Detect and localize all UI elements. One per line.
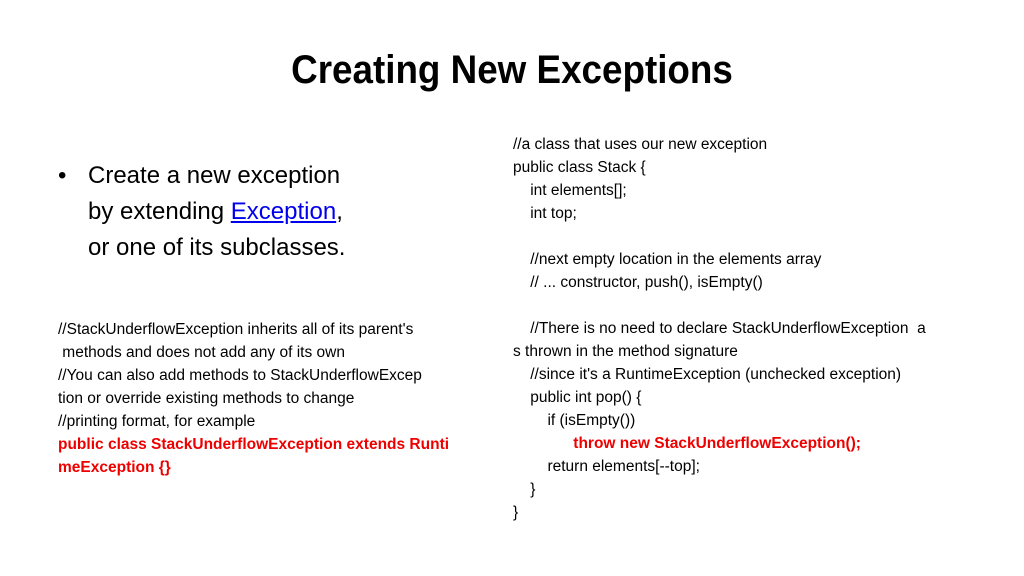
right-code-line: public class Stack {: [513, 159, 646, 176]
bullet-symbol: •: [58, 162, 67, 189]
right-code-line: //a class that uses our new exception: [513, 136, 768, 153]
right-code-line-highlight: throw new StackUnderflowException();: [513, 435, 861, 452]
bullet-line-2-suffix: ,: [336, 198, 343, 225]
left-code-line: methods and does not add any of its own: [58, 344, 345, 361]
bullet-line-3: or one of its subclasses.: [88, 234, 346, 261]
right-code-block: [513, 133, 993, 524]
bullet-line-2-prefix: by extending: [88, 198, 231, 225]
right-code-line: int top;: [513, 205, 577, 222]
right-code-line: }: [513, 504, 519, 521]
left-code-line-highlight: public class StackUnderflowException extends Runti: [58, 436, 450, 453]
right-code-line: }: [513, 481, 536, 498]
exception-link[interactable]: Exception: [230, 198, 337, 225]
left-code-line: //StackUnderflowException inherits all of its parent's: [58, 321, 414, 338]
left-code-line: //You can also add methods to StackUnderflowExcep: [58, 367, 422, 384]
left-code-line: //printing format, for example: [58, 413, 256, 430]
right-code-line: //since it's a RuntimeException (unchecked exception): [513, 366, 902, 383]
slide-title: Creating New Exceptions: [291, 48, 733, 92]
bullet-line-2: [88, 194, 345, 230]
left-code-line-highlight: meException {}: [58, 459, 171, 476]
left-code-block: [58, 318, 478, 479]
right-code-line: [513, 225, 993, 248]
right-code-line: return elements[--top];: [513, 458, 700, 475]
right-code-line: [513, 294, 993, 317]
right-code-line: //next empty location in the elements array: [513, 251, 822, 268]
left-code-line: tion or override existing methods to change: [58, 390, 355, 407]
right-code-line: // ... constructor, push(), isEmpty(): [513, 274, 763, 291]
right-code-line: //There is no need to declare StackUnderflowException a: [513, 320, 926, 337]
right-code-line: if (isEmpty()): [513, 412, 636, 429]
right-code-line: int elements[];: [513, 182, 627, 199]
right-code-line: public int pop() {: [513, 389, 642, 406]
bullet-line-1: Create a new exception: [88, 162, 341, 189]
right-code-line: s thrown in the method signature: [513, 343, 738, 360]
